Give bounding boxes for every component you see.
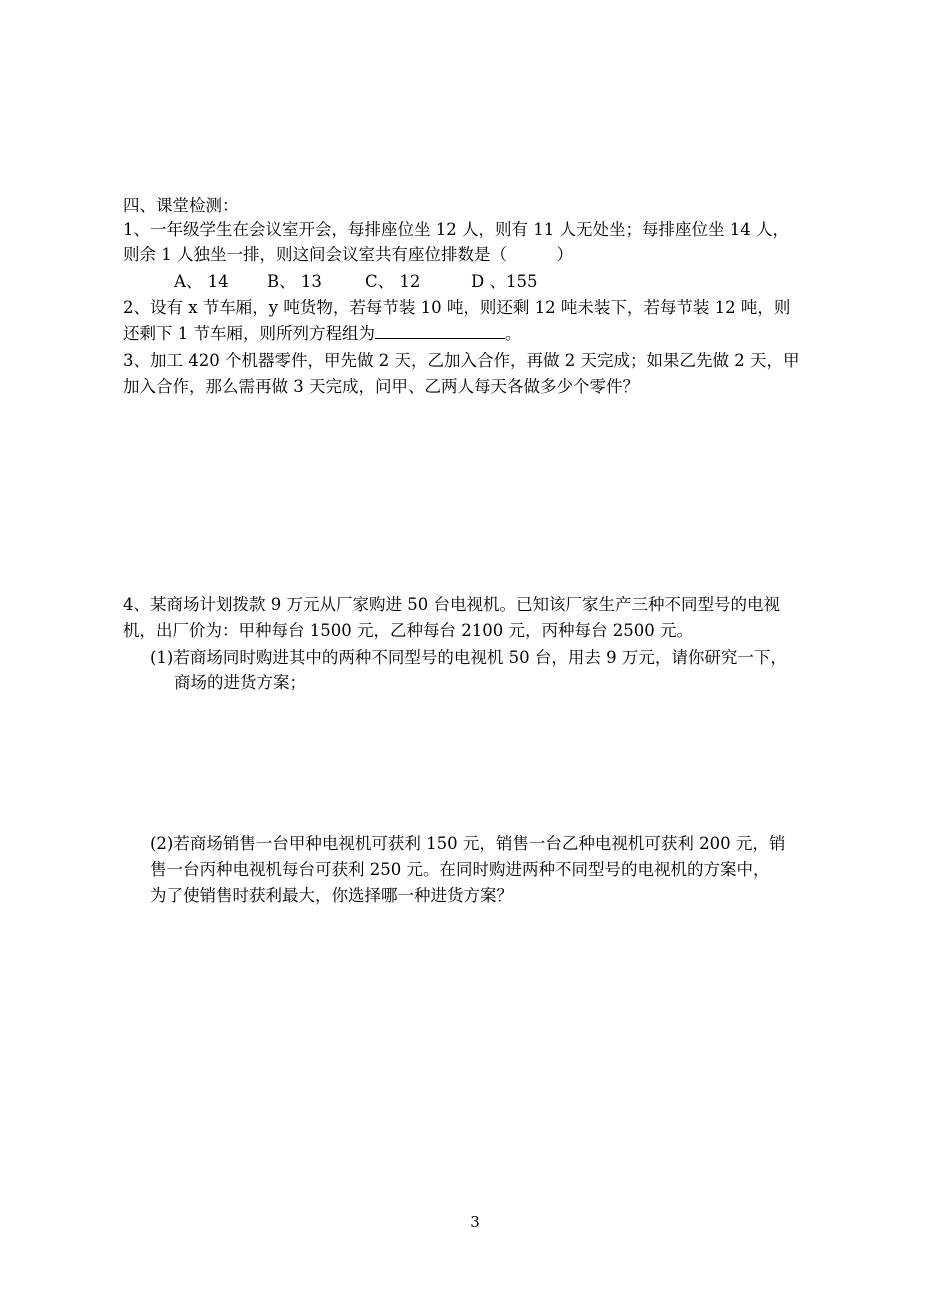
q1-option-b: B、 13 [267,272,322,291]
q4-line2: 机，出厂价为：甲种每台 1500 元，乙种每台 2100 元，丙种每台 2500 元。 [123,621,693,640]
q1-option-d: D 、155 [471,272,538,291]
q4-part2-line1: (2)若商场销售一台甲种电视机可获利 150 元，销售一台乙种电视机可获利 200 元，销 [150,834,786,853]
q2-line1: 2、设有 x 节车厢，y 吨货物，若每节装 10 吨，则还剩 12 吨未装下，若每节装 12 吨，则 [123,298,791,317]
q2-line2 [123,322,522,345]
q1-line1: 1、一年级学生在会议室开会，每排座位坐 12 人，则有 11 人无处坐；每排座位坐 14 人， [123,220,789,239]
q1-option-c: C、 12 [365,272,421,291]
q2-line2-text: 还剩下 1 节车厢，则所列方程组为 [123,324,375,343]
q4-part2-line2: 售一台丙种电视机每台可获利 250 元。在同时购进两种不同型号的电视机的方案中， [150,860,770,879]
q4-line1: 4、某商场计划拨款 9 万元从厂家购进 50 台电视机。已知该厂家生产三种不同型号的电视 [123,595,780,614]
q3-line2: 加入合作，那么需再做 3 天完成，问甲、乙两人每天各做多少个零件？ [123,377,639,396]
q4-part2-line3: 为了使销售时获利最大，你选择哪一种进货方案？ [150,886,513,905]
q4-part1-line1: (1)若商场同时购进其中的两种不同型号的电视机 50 台，用去 9 万元，请你研究一下， [150,648,787,667]
section-title: 四、课堂检测： [123,196,239,215]
q1-option-a: A、 14 [174,272,229,291]
page-number: 3 [470,1213,480,1231]
q3-line1: 3、加工 420 个机器零件，甲先做 2 天，乙加入合作，再做 2 天完成；如果乙先做 2 天，甲 [123,351,800,370]
q1-line2: 则余 1 人独坐一排，则这间会议室共有座位排数是（ ） [123,245,573,264]
q2-line2-end: 。 [505,324,522,343]
q4-part1-line2: 商场的进货方案； [174,673,306,692]
answer-blank [375,322,505,339]
